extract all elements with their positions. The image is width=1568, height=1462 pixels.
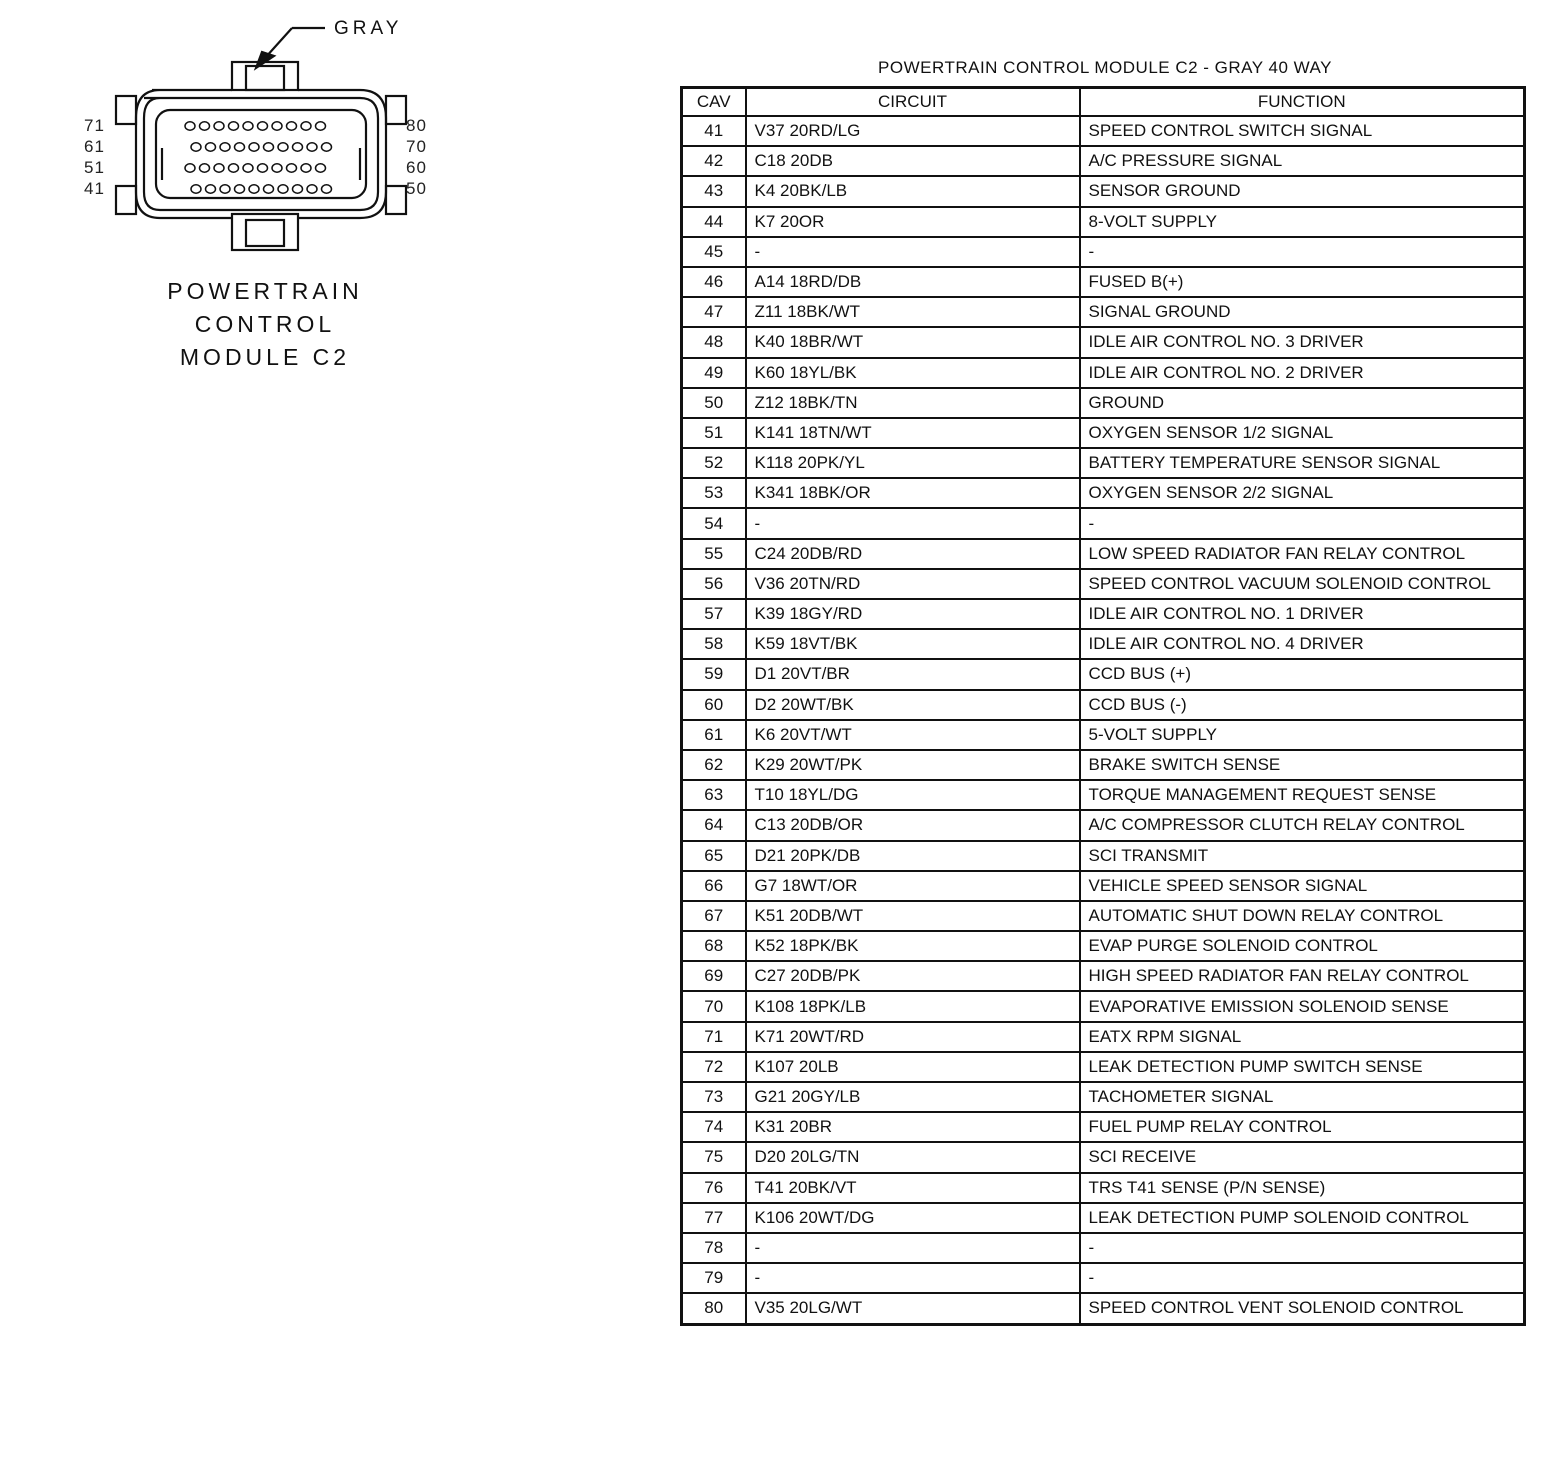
cav-cell: 49: [682, 358, 746, 388]
table-row: [682, 1142, 1525, 1172]
circuit-cell: V37 20RD/LG: [746, 116, 1080, 146]
table-row: [682, 1052, 1525, 1082]
cav-cell: 42: [682, 146, 746, 176]
cav-cell: 61: [682, 720, 746, 750]
circuit-cell: C27 20DB/PK: [746, 961, 1080, 991]
connector-pin: [307, 185, 317, 193]
row-label-right-1: 80: [406, 116, 427, 135]
table-row: [682, 358, 1525, 388]
row-label-right-3: 60: [406, 158, 427, 177]
function-cell: IDLE AIR CONTROL NO. 1 DRIVER: [1080, 599, 1525, 629]
table-title: POWERTRAIN CONTROL MODULE C2 - GRAY 40 WAY: [878, 58, 1332, 77]
function-cell: GROUND: [1080, 388, 1525, 418]
connector-pin: [220, 143, 230, 151]
cav-cell: 74: [682, 1112, 746, 1142]
circuit-cell: -: [746, 237, 1080, 267]
table-header-row: [682, 88, 1525, 117]
table-row: [682, 297, 1525, 327]
connector-pin: [301, 164, 311, 172]
connector-pin: [229, 122, 239, 130]
cav-cell: 59: [682, 659, 746, 689]
table-row: [682, 1112, 1525, 1142]
table-row: [682, 1293, 1525, 1324]
cav-cell: 77: [682, 1203, 746, 1233]
cav-cell: 52: [682, 448, 746, 478]
circuit-cell: K39 18GY/RD: [746, 599, 1080, 629]
table-row: [682, 1233, 1525, 1263]
connector-pin: [214, 164, 224, 172]
connector-pin: [206, 143, 216, 151]
circuit-cell: C24 20DB/RD: [746, 539, 1080, 569]
cav-cell: 53: [682, 478, 746, 508]
cav-cell: 54: [682, 508, 746, 538]
function-cell: BRAKE SWITCH SENSE: [1080, 750, 1525, 780]
circuit-cell: Z11 18BK/WT: [746, 297, 1080, 327]
table-row: [682, 931, 1525, 961]
cav-cell: 79: [682, 1263, 746, 1293]
connector-pin: [249, 185, 259, 193]
circuit-cell: K118 20PK/YL: [746, 448, 1080, 478]
row-label-left-4: 41: [84, 179, 105, 198]
function-cell: IDLE AIR CONTROL NO. 4 DRIVER: [1080, 629, 1525, 659]
table-row: [682, 267, 1525, 297]
circuit-cell: G21 20GY/LB: [746, 1082, 1080, 1112]
table-row: [682, 569, 1525, 599]
function-cell: -: [1080, 1263, 1525, 1293]
function-cell: LOW SPEED RADIATOR FAN RELAY CONTROL: [1080, 539, 1525, 569]
circuit-cell: -: [746, 1233, 1080, 1263]
function-cell: A/C COMPRESSOR CLUTCH RELAY CONTROL: [1080, 810, 1525, 840]
function-cell: CCD BUS (-): [1080, 690, 1525, 720]
circuit-cell: G7 18WT/OR: [746, 871, 1080, 901]
cav-cell: 80: [682, 1293, 746, 1324]
circuit-cell: D20 20LG/TN: [746, 1142, 1080, 1172]
row-label-left-3: 51: [84, 158, 105, 177]
circuit-cell: -: [746, 1263, 1080, 1293]
cav-cell: 70: [682, 991, 746, 1021]
circuit-cell: K40 18BR/WT: [746, 327, 1080, 357]
function-cell: CCD BUS (+): [1080, 659, 1525, 689]
table-row: [682, 1022, 1525, 1052]
table-row: [682, 780, 1525, 810]
header-cav: CAV: [682, 88, 746, 117]
function-cell: OXYGEN SENSOR 2/2 SIGNAL: [1080, 478, 1525, 508]
cav-cell: 45: [682, 237, 746, 267]
cav-cell: 41: [682, 116, 746, 146]
circuit-cell: K106 20WT/DG: [746, 1203, 1080, 1233]
cav-cell: 69: [682, 961, 746, 991]
table-row: [682, 750, 1525, 780]
function-cell: HIGH SPEED RADIATOR FAN RELAY CONTROL: [1080, 961, 1525, 991]
cav-cell: 66: [682, 871, 746, 901]
function-cell: EATX RPM SIGNAL: [1080, 1022, 1525, 1052]
circuit-cell: K341 18BK/OR: [746, 478, 1080, 508]
cav-cell: 72: [682, 1052, 746, 1082]
function-cell: TACHOMETER SIGNAL: [1080, 1082, 1525, 1112]
row-label-left-2: 61: [84, 137, 105, 156]
cav-cell: 67: [682, 901, 746, 931]
connector-pin: [235, 143, 245, 151]
connector-pin: [301, 122, 311, 130]
circuit-cell: K59 18VT/BK: [746, 629, 1080, 659]
table-row: [682, 146, 1525, 176]
connector-color-label: GRAY: [334, 18, 403, 39]
connector-pin: [200, 122, 210, 130]
pinout-table: [680, 86, 1526, 1326]
function-cell: SCI TRANSMIT: [1080, 841, 1525, 871]
connector-pin: [293, 185, 303, 193]
cav-cell: 64: [682, 810, 746, 840]
function-cell: SPEED CONTROL VENT SOLENOID CONTROL: [1080, 1293, 1525, 1324]
table-row: [682, 116, 1525, 146]
function-cell: 5-VOLT SUPPLY: [1080, 720, 1525, 750]
cav-cell: 46: [682, 267, 746, 297]
circuit-cell: K29 20WT/PK: [746, 750, 1080, 780]
connector-pin: [243, 164, 253, 172]
connector-pin: [278, 185, 288, 193]
function-cell: -: [1080, 508, 1525, 538]
function-cell: IDLE AIR CONTROL NO. 2 DRIVER: [1080, 358, 1525, 388]
circuit-cell: K7 20OR: [746, 207, 1080, 237]
function-cell: BATTERY TEMPERATURE SENSOR SIGNAL: [1080, 448, 1525, 478]
connector-caption-line-2: CONTROL: [194, 311, 336, 337]
pinout-table-body: [682, 116, 1525, 1324]
function-cell: TORQUE MANAGEMENT REQUEST SENSE: [1080, 780, 1525, 810]
table-row: [682, 690, 1525, 720]
connector-pin: [316, 164, 326, 172]
cav-cell: 48: [682, 327, 746, 357]
cav-cell: 75: [682, 1142, 746, 1172]
table-row: [682, 841, 1525, 871]
circuit-cell: D1 20VT/BR: [746, 659, 1080, 689]
circuit-cell: K4 20BK/LB: [746, 176, 1080, 206]
table-row: [682, 176, 1525, 206]
header-function: FUNCTION: [1080, 88, 1525, 117]
cav-cell: 47: [682, 297, 746, 327]
cav-cell: 55: [682, 539, 746, 569]
circuit-cell: K107 20LB: [746, 1052, 1080, 1082]
table-row: [682, 991, 1525, 1021]
table-row: [682, 629, 1525, 659]
function-cell: EVAPORATIVE EMISSION SOLENOID SENSE: [1080, 991, 1525, 1021]
cav-cell: 78: [682, 1233, 746, 1263]
circuit-cell: C18 20DB: [746, 146, 1080, 176]
connector-pin: [235, 185, 245, 193]
function-cell: -: [1080, 237, 1525, 267]
circuit-cell: K141 18TN/WT: [746, 418, 1080, 448]
connector-pin: [287, 122, 297, 130]
connector-pin: [264, 143, 274, 151]
circuit-cell: K51 20DB/WT: [746, 901, 1080, 931]
cav-cell: 68: [682, 931, 746, 961]
connector-pin: [185, 122, 195, 130]
function-cell: FUSED B(+): [1080, 267, 1525, 297]
table-row: [682, 448, 1525, 478]
circuit-cell: K6 20VT/WT: [746, 720, 1080, 750]
connector-pin-grid: [185, 122, 332, 193]
table-row: [682, 871, 1525, 901]
table-row: [682, 237, 1525, 267]
cav-cell: 43: [682, 176, 746, 206]
table-row: [682, 1082, 1525, 1112]
circuit-cell: D21 20PK/DB: [746, 841, 1080, 871]
function-cell: A/C PRESSURE SIGNAL: [1080, 146, 1525, 176]
table-row: [682, 207, 1525, 237]
function-cell: SENSOR GROUND: [1080, 176, 1525, 206]
circuit-cell: Z12 18BK/TN: [746, 388, 1080, 418]
connector-pin: [220, 185, 230, 193]
connector-caption-line-3: MODULE C2: [179, 344, 351, 370]
connector-pin: [322, 143, 332, 151]
table-row: [682, 418, 1525, 448]
circuit-cell: K52 18PK/BK: [746, 931, 1080, 961]
circuit-cell: T41 20BK/VT: [746, 1173, 1080, 1203]
connector-pin: [191, 185, 201, 193]
function-cell: VEHICLE SPEED SENSOR SIGNAL: [1080, 871, 1525, 901]
connector-pin: [278, 143, 288, 151]
circuit-cell: K31 20BR: [746, 1112, 1080, 1142]
connector-pin: [272, 122, 282, 130]
connector-caption-line-1: POWERTRAIN: [167, 278, 363, 304]
table-row: [682, 1263, 1525, 1293]
header-circuit: CIRCUIT: [746, 88, 1080, 117]
circuit-cell: A14 18RD/DB: [746, 267, 1080, 297]
function-cell: IDLE AIR CONTROL NO. 3 DRIVER: [1080, 327, 1525, 357]
table-row: [682, 388, 1525, 418]
circuit-cell: K71 20WT/RD: [746, 1022, 1080, 1052]
cav-cell: 58: [682, 629, 746, 659]
cav-cell: 63: [682, 780, 746, 810]
circuit-cell: V36 20TN/RD: [746, 569, 1080, 599]
table-row: [682, 901, 1525, 931]
table-row: [682, 961, 1525, 991]
cav-cell: 60: [682, 690, 746, 720]
row-label-left-1: 71: [84, 116, 105, 135]
circuit-cell: K108 18PK/LB: [746, 991, 1080, 1021]
connector-pin: [322, 185, 332, 193]
connector-pin: [229, 164, 239, 172]
function-cell: EVAP PURGE SOLENOID CONTROL: [1080, 931, 1525, 961]
connector-pin: [191, 143, 201, 151]
connector-pin: [258, 122, 268, 130]
connector-pin: [258, 164, 268, 172]
circuit-cell: V35 20LG/WT: [746, 1293, 1080, 1324]
cav-cell: 73: [682, 1082, 746, 1112]
table-row: [682, 508, 1525, 538]
connector-pin: [214, 122, 224, 130]
cav-cell: 51: [682, 418, 746, 448]
cav-cell: 76: [682, 1173, 746, 1203]
connector-pin: [264, 185, 274, 193]
table-row: [682, 659, 1525, 689]
function-cell: OXYGEN SENSOR 1/2 SIGNAL: [1080, 418, 1525, 448]
circuit-cell: -: [746, 508, 1080, 538]
connector-pin: [243, 122, 253, 130]
function-cell: TRS T41 SENSE (P/N SENSE): [1080, 1173, 1525, 1203]
table-row: [682, 478, 1525, 508]
circuit-cell: T10 18YL/DG: [746, 780, 1080, 810]
connector-pin: [272, 164, 282, 172]
row-label-right-2: 70: [406, 137, 427, 156]
cav-cell: 56: [682, 569, 746, 599]
circuit-cell: C13 20DB/OR: [746, 810, 1080, 840]
function-cell: SIGNAL GROUND: [1080, 297, 1525, 327]
cav-cell: 65: [682, 841, 746, 871]
table-row: [682, 327, 1525, 357]
function-cell: FUEL PUMP RELAY CONTROL: [1080, 1112, 1525, 1142]
function-cell: SPEED CONTROL VACUUM SOLENOID CONTROL: [1080, 569, 1525, 599]
function-cell: LEAK DETECTION PUMP SWITCH SENSE: [1080, 1052, 1525, 1082]
connector-pin: [249, 143, 259, 151]
function-cell: SCI RECEIVE: [1080, 1142, 1525, 1172]
table-row: [682, 720, 1525, 750]
connector-pin: [316, 122, 326, 130]
connector-pin: [206, 185, 216, 193]
connector-pin: [287, 164, 297, 172]
table-row: [682, 1173, 1525, 1203]
circuit-cell: D2 20WT/BK: [746, 690, 1080, 720]
function-cell: SPEED CONTROL SWITCH SIGNAL: [1080, 116, 1525, 146]
function-cell: 8-VOLT SUPPLY: [1080, 207, 1525, 237]
function-cell: LEAK DETECTION PUMP SOLENOID CONTROL: [1080, 1203, 1525, 1233]
cav-cell: 62: [682, 750, 746, 780]
cav-cell: 50: [682, 388, 746, 418]
connector-pin: [185, 164, 195, 172]
table-row: [682, 1203, 1525, 1233]
cav-cell: 57: [682, 599, 746, 629]
table-row: [682, 599, 1525, 629]
cav-cell: 71: [682, 1022, 746, 1052]
function-cell: -: [1080, 1233, 1525, 1263]
cav-cell: 44: [682, 207, 746, 237]
connector-pin: [293, 143, 303, 151]
connector-pin: [307, 143, 317, 151]
connector-pin: [200, 164, 210, 172]
function-cell: AUTOMATIC SHUT DOWN RELAY CONTROL: [1080, 901, 1525, 931]
circuit-cell: K60 18YL/BK: [746, 358, 1080, 388]
table-row: [682, 539, 1525, 569]
row-label-right-4: 50: [406, 179, 427, 198]
table-row: [682, 810, 1525, 840]
